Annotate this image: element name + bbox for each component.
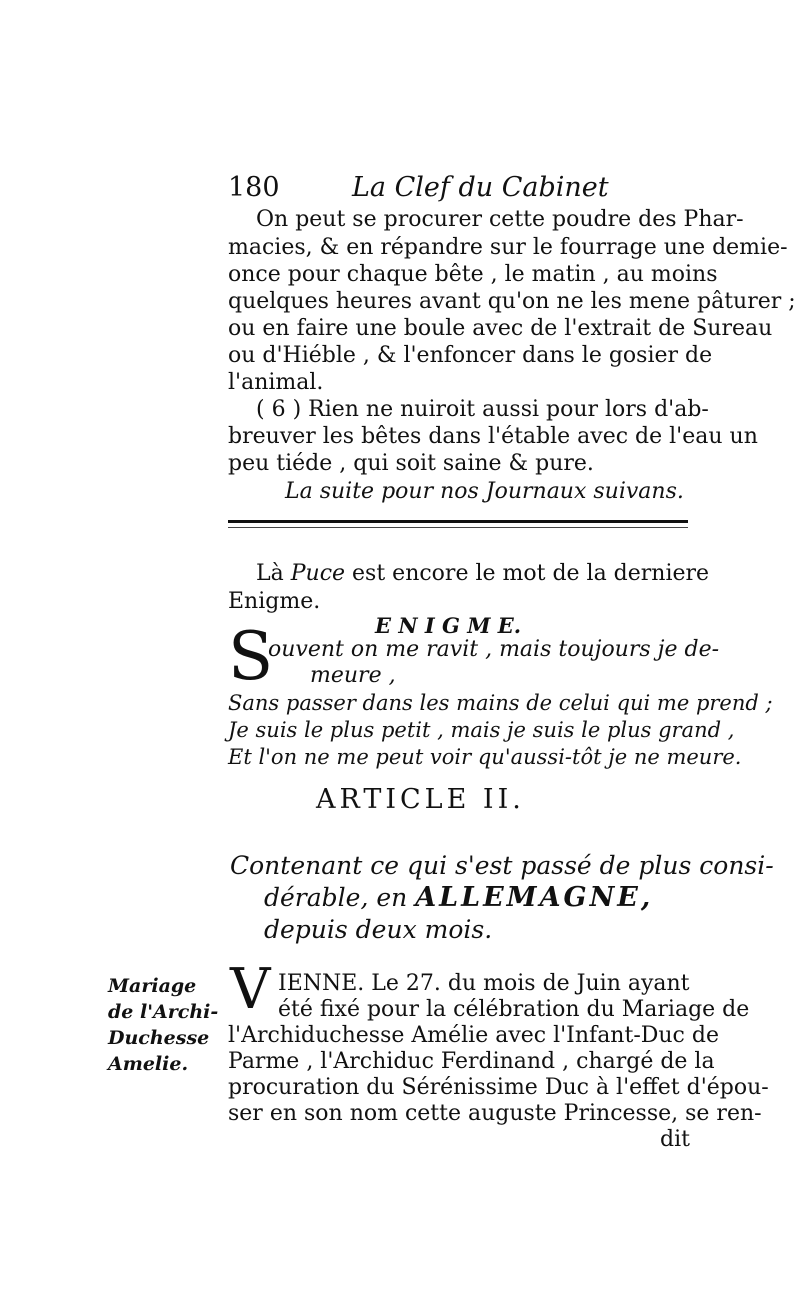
- margin-note-line: de l'Archi-: [108, 1001, 219, 1023]
- body-line: ou d'Hiéble , & l'enfoncer dans le gosier de: [228, 343, 713, 368]
- running-title: La Clef du Cabinet: [352, 172, 609, 203]
- subtitle-caps: ALLEMAGNE,: [415, 882, 654, 913]
- page-number: 180: [228, 172, 280, 203]
- body-line: once pour chaque bête , le matin , au moins: [228, 262, 718, 287]
- continued-note: La suite pour nos Journaux suivans.: [285, 479, 684, 504]
- margin-note-line: Duchesse: [108, 1027, 210, 1049]
- answer-word: Puce: [290, 561, 346, 586]
- article-subtitle-2: [264, 884, 653, 912]
- body-line: quelques heures avant qu'on ne les mene pâturer ;: [228, 289, 796, 314]
- vienne-line: été fixé pour la célébration du Mariage de: [278, 997, 750, 1022]
- answer-line: [256, 560, 709, 588]
- drop-cap-v: V: [230, 957, 271, 1022]
- article-title: ARTICLE II.: [316, 784, 525, 815]
- enigme-line: Je suis le plus petit , mais je suis le plus grand ,: [228, 718, 735, 742]
- section-rule: [228, 520, 688, 528]
- enigme-line: Sans passer dans les mains de celui qui me prend ;: [228, 691, 773, 715]
- body-line: l'animal.: [228, 370, 324, 395]
- body-line: ou en faire une boule avec de l'extrait de Sureau: [228, 316, 773, 341]
- body-line: ( 6 ) Rien ne nuiroit aussi pour lors d'ab-: [256, 397, 709, 422]
- article-subtitle-1: Contenant ce qui s'est passé de plus consi-: [230, 851, 774, 880]
- body-line: On peut se procurer cette poudre des Phar-: [256, 207, 744, 232]
- drop-cap-s: S: [228, 618, 274, 695]
- catchword: dit: [660, 1127, 690, 1152]
- vienne-line: Parme , l'Archiduc Ferdinand , chargé de la: [228, 1049, 715, 1074]
- body-line: breuver les bêtes dans l'étable avec de l'eau un: [228, 424, 758, 449]
- margin-note-line: Amelie.: [108, 1053, 189, 1075]
- subtitle-pre: dérable, en: [264, 883, 416, 912]
- vienne-line: l'Archiduchesse Amélie avec l'Infant-Duc de: [228, 1023, 719, 1048]
- enigme-line: Et l'on ne me peut voir qu'aussi-tôt je ne meure.: [228, 745, 742, 769]
- body-line: peu tiéde , qui soit saine & pure.: [228, 451, 594, 476]
- vienne-line: IENNE. Le 27. du mois de Juin ayant: [278, 971, 690, 996]
- margin-note: [108, 973, 224, 1077]
- answer-pre: Là: [256, 561, 291, 586]
- vienne-line: procuration du Sérénissime Duc à l'effet d'épou-: [228, 1075, 769, 1100]
- answer-post: est encore le mot de la derniere: [345, 561, 710, 586]
- enigme-line: meure ,: [310, 663, 396, 688]
- vienne-line: ser en son nom cette auguste Princesse, se ren-: [228, 1101, 762, 1126]
- enigme-title: E N I G M E.: [375, 613, 522, 638]
- enigme-line: ouvent on me ravit , mais toujours je de-: [268, 637, 720, 662]
- body-line: macies, & en répandre sur le fourrage une demie-: [228, 235, 788, 260]
- answer-line-2: Enigme.: [228, 589, 321, 614]
- article-subtitle-3: depuis deux mois.: [264, 915, 493, 944]
- margin-note-line: Mariage: [108, 975, 197, 997]
